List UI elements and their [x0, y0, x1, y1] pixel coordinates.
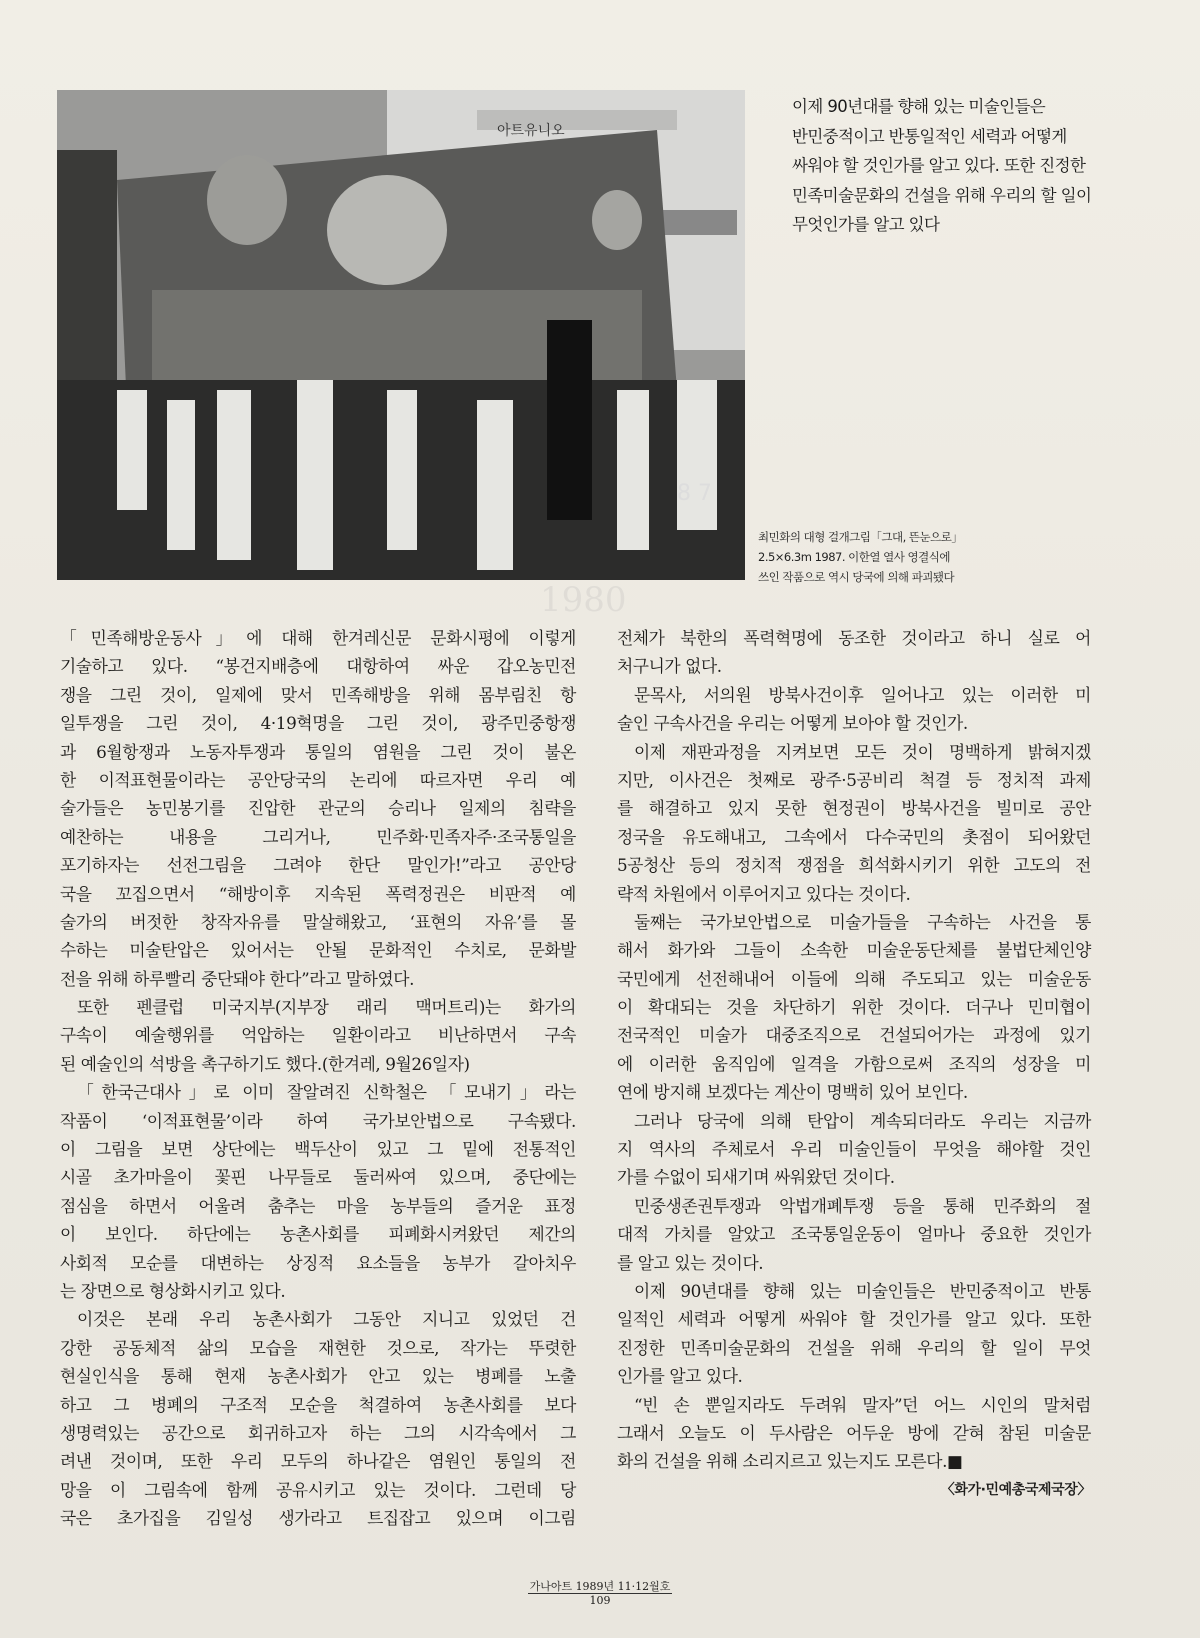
text-line: 과 6월항쟁과 노동자투쟁과 통일의 염원을 그린 것이 불온 — [60, 741, 576, 762]
text-line: 는 장면으로 형상화시키고 있다. — [60, 1280, 286, 1301]
text-line: 망을 이 그림속에 함께 공유시키고 있는 것이다. 그런데 당 — [60, 1479, 576, 1500]
text-line: 정국을 유도해내고, 그속에서 다수국민의 촛점이 되어왔던 — [617, 826, 1091, 847]
text-line: 이 그림을 보면 상단에는 백두산이 있고 그 밑에 전통적인 — [60, 1139, 576, 1160]
text-line: 지만, 이사건은 첫째로 광주·5공비리 척결 등 정치적 과제 — [617, 769, 1091, 790]
photo-caption — [758, 527, 1058, 587]
text-line: 그러나 당국에 의해 탄압이 계속되더라도 우리는 지금까 — [634, 1110, 1091, 1131]
author-signature: 〈화가·민예총국제국장〉 — [940, 1481, 1091, 1498]
text-line: 이것은 본래 우리 농촌사회가 그동안 지니고 있었던 건 — [77, 1309, 576, 1330]
text-line: 진정한 민족미술문화의 건설을 위해 우리의 할 일이 무엇 — [617, 1337, 1091, 1358]
left-text-column — [60, 624, 576, 1533]
text-line: 국은 초가집을 김일성 생가라고 트집잡고 있으며 이그림 — [60, 1508, 576, 1529]
text-line: 해서 화가와 그들이 소속한 미술운동단체를 불법단체인양 — [617, 940, 1091, 961]
text-line: 된 예술인의 석방을 촉구하기도 했다.(한겨레, 9월26일자) — [60, 1053, 470, 1074]
text-line: 이 보인다. 하단에는 농촌사회를 피폐화시켜왔던 제간의 — [60, 1224, 576, 1245]
caption-line: 최민화의 대형 걸개그림「그대, 뜬눈으로」 — [758, 530, 963, 544]
pull-quote-line: 싸워야 할 것인가를 알고 있다. 또한 진정한 — [792, 156, 1086, 175]
text-line: 작품이 ‘이적표현물’이라 하여 국가보안법으로 구속됐다. — [60, 1110, 576, 1131]
building-sign: 아트유니오 — [497, 123, 565, 139]
text-line: “빈 손 뿐일지라도 두려워 말자”던 어느 시인의 말처럼 — [634, 1394, 1091, 1415]
text-line: 기술하고 있다. “봉건지배층에 대항하여 싸운 갑오농민전 — [60, 656, 576, 677]
pull-quote — [792, 92, 1092, 240]
text-line: 인가를 알고 있다. — [617, 1366, 743, 1387]
text-line: 5공청산 등의 정치적 쟁점을 희석화시키기 위한 고도의 전 — [617, 855, 1091, 876]
text-line: 술가들은 농민봉기를 진압한 관군의 승리나 일제의 침략을 — [60, 798, 576, 819]
text-line: 전을 위해 하루빨리 중단돼야 한다”라고 말하였다. — [60, 968, 415, 989]
text-line: 에 이러한 움직임에 일격을 가함으로써 조직의 성장을 미 — [617, 1053, 1091, 1074]
bleed-through-text: 1980 — [540, 580, 627, 620]
page-number: 109 — [589, 1594, 611, 1607]
text-line: 처구니가 없다. — [617, 656, 722, 677]
text-line: 쟁을 그린 것이, 일제에 맞서 민족해방을 위해 몸부림친 항 — [60, 684, 576, 705]
text-line: 전체가 북한의 폭력혁명에 동조한 것이라고 하니 실로 어 — [617, 628, 1091, 648]
text-line: 수하는 미술탄압은 있어서는 안될 문화적인 수치로, 문화발 — [60, 940, 576, 961]
text-line: 시골 초가마을이 꽃핀 나무들로 둘러싸여 있으며, 중단에는 — [60, 1167, 576, 1188]
text-line: 「한국근대사」로 이미 잘알려진 신학철은 「모내기」라는 — [77, 1082, 576, 1103]
text-line: 려낸 것이며, 또한 우리 모두의 하나같은 염원인 통일의 전 — [60, 1451, 576, 1472]
text-line: 이제 재판과정을 지켜보면 모든 것이 명백하게 밝혀지겠 — [634, 741, 1091, 762]
text-line: 문목사, 서의원 방북사건이후 일어나고 있는 이러한 미 — [634, 684, 1091, 705]
text-line: 이제 90년대를 향해 있는 미술인들은 반민중적이고 반통 — [634, 1280, 1091, 1301]
text-line: 이 확대되는 것을 차단하기 위한 것이다. 더구나 민미협이 — [617, 997, 1091, 1018]
right-text-column — [617, 624, 1091, 1504]
text-line: 또한 펜클럽 미국지부(지부장 래리 맥머트리)는 화가의 — [77, 997, 576, 1018]
photo-protest-banner — [57, 90, 745, 580]
text-line: 생명력있는 공간으로 회귀하고자 하는 그의 시각속에서 그 — [60, 1422, 576, 1443]
caption-line: 2.5×6.3m 1987. 이한열 열사 영결식에 — [758, 550, 950, 564]
page-footer — [0, 1580, 1200, 1607]
text-line: 현실인식을 통해 현재 농촌사회가 안고 있는 병폐를 노출 — [60, 1366, 576, 1387]
text-line: 둘째는 국가보안법으로 미술가들을 구속하는 사건을 통 — [634, 911, 1091, 932]
text-line: 지 역사의 주체로서 우리 미술인들이 무엇을 해야할 것인 — [617, 1139, 1091, 1160]
text-line: 일적인 세력과 어떻게 싸워야 할 것인가를 알고 있다. 또한 — [617, 1309, 1091, 1330]
text-line: 를 알고 있는 것이다. — [617, 1252, 764, 1273]
photo-corner-numbers: 8 7 — [677, 481, 712, 506]
text-line: 전국적인 미술가 대중조직으로 건설되어가는 과정에 있기 — [617, 1025, 1091, 1046]
pull-quote-line: 이제 90년대를 향해 있는 미술인들은 — [792, 97, 1046, 116]
caption-line: 쓰인 작품으로 역시 당국에 의해 파괴됐다 — [758, 570, 955, 584]
text-line: 일투쟁을 그린 것이, 4·19혁명을 그린 것이, 광주민중항쟁 — [60, 713, 576, 734]
text-line: 포기하자는 선전그림을 그려야 한단 말인가!”라고 공안당 — [60, 855, 576, 876]
pull-quote-line: 반민중적이고 반통일적인 세력과 어떻게 — [792, 126, 1067, 146]
text-line: 략적 차원에서 이루어지고 있다는 것이다. — [617, 883, 911, 904]
text-line: 연에 방지해 보겠다는 계산이 명백히 있어 보인다. — [617, 1082, 968, 1103]
text-line: 국을 꼬집으면서 “해방이후 지속된 폭력정권은 비판적 예 — [60, 883, 576, 904]
text-line: 예찬하는 내용을 그리거나, 민주화·민족자주·조국통일을 — [60, 826, 576, 847]
text-line: 대적 가치를 알았고 조국통일운동이 얼마나 중요한 것인가 — [617, 1224, 1091, 1245]
text-line: 「민족해방운동사」에 대해 한겨레신문 문화시평에 이렇게 — [60, 628, 576, 648]
text-line: 술가의 버젓한 창작자유를 말살해왔고, ‘표현의 자유’를 몰 — [60, 911, 576, 932]
text-line: 를 해결하고 있지 못한 현정권이 방북사건을 빌미로 공안 — [617, 798, 1091, 819]
pull-quote-line: 무엇인가를 알고 있다 — [792, 215, 940, 234]
text-line: 국민에게 선전해내어 이들에 의해 주도되고 있는 미술운동 — [617, 968, 1091, 989]
text-line: 강한 공동체적 삶의 모습을 재현한 것으로, 작가는 뚜렷한 — [60, 1337, 576, 1358]
text-line: 화의 건설을 위해 소리지르고 있는지도 모른다.■ — [617, 1451, 963, 1472]
text-line: 구속이 예술행위를 억압하는 일환이라고 비난하면서 구속 — [60, 1025, 576, 1046]
text-line: 가를 수없이 되새기며 싸워왔던 것이다. — [617, 1167, 895, 1188]
text-line: 사회적 모순를 대변하는 상징적 요소들을 농부가 갈아치우 — [60, 1252, 576, 1273]
text-line: 민중생존권투쟁과 악법개폐투쟁 등을 통해 민주화의 절 — [634, 1195, 1091, 1216]
pull-quote-line: 민족미술문화의 건설을 위해 우리의 할 일이 — [792, 185, 1092, 205]
text-line: 한 이적표현물이라는 공안당국의 논리에 따르자면 우리 예 — [60, 769, 576, 790]
text-line: 술인 구속사건을 우리는 어떻게 보아야 할 것인가. — [617, 713, 968, 734]
text-line: 하고 그 병폐의 구조적 모순을 척결하여 농촌사회를 보다 — [60, 1394, 576, 1415]
text-line: 그래서 오늘도 이 두사람은 어두운 방에 갇혀 참된 미술문 — [617, 1422, 1091, 1443]
text-line: 점심을 하면서 어울려 춤추는 마을 농부들의 즐거운 표정 — [60, 1195, 576, 1216]
magazine-issue: 가나아트 1989년 11·12월호 — [529, 1580, 671, 1593]
